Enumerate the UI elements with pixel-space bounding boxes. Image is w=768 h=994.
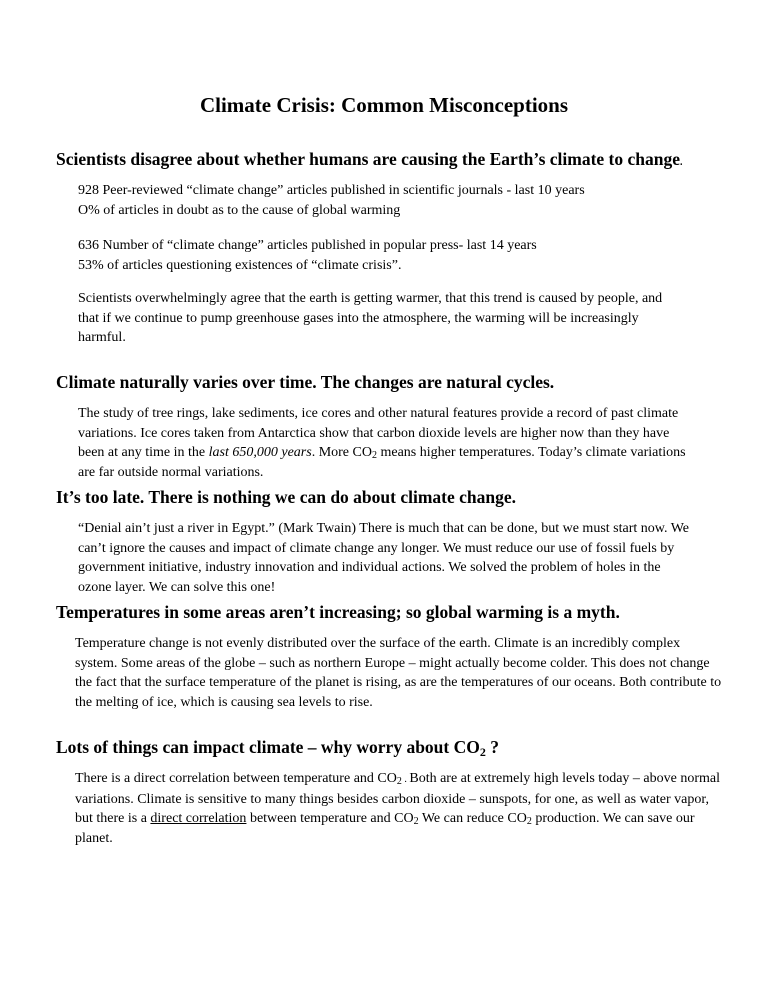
paragraph-natural-cycles: The study of tree rings, lake sediments, ice cores and other natural features provide a record of past climate variations. Ice cores taken from Antarctica show that carbon dioxide levels are higher now than they have been at any time in the last 650,000 years. More $CO_2$ means higher temperatures. Today’s climate variations are far outside normal variations. — [78, 406, 686, 480]
section-heading-scientists-disagree: Scientists disagree about whether humans are causing the Earth’s climate to change. — [56, 149, 683, 169]
paragraph-too-late: “Denial ain’t just a river in Egypt.” (Mark Twain) There is much that can be done, but we must start now. We can’t ignore the causes and impact of climate change any longer. We must reduce our use of fossil fuels by government initiative, industry innovation and individual actions. We solved the problem of holes in the ozone layer. We can solve this one! — [78, 521, 690, 595]
italic-timespan: last 650,000 years — [208, 445, 312, 460]
paragraph-scientists-agree: Scientists overwhelmingly agree that the earth is getting warmer, that this trend is caused by people, and that if we continue to pump greenhouse gases into the atmosphere, the warming will be increasingly harmful. — [78, 291, 663, 345]
section-heading-too-late: It’s too late. There is nothing we can do about climate change. — [56, 487, 517, 507]
section-heading-natural-cycles: Climate naturally varies over time. The changes are natural cycles. — [56, 372, 555, 392]
section-heading-co2: Lots of things can impact climate – why worry about CO2 ? — [56, 737, 499, 759]
fact-peer-reviewed: 928 Peer-reviewed “climate change” articles published in scientific journals - last 10 years O% of articles in doubt as to the cause of global warming — [78, 183, 585, 218]
paragraph-temperatures: Temperature change is not evenly distributed over the surface of the earth. Climate is an incredibly complex system. Some areas of the globe – such as northern Europe – might actually become colder. This does not change the fact that the surface temperature of the planet is rising, as are the temperatures of our oceans. Both contribute to the melting of ice, which is causing sea levels to rise. — [75, 636, 722, 710]
paragraph-co2: There is a direct correlation between temperature and $CO_2$ . Both are at extremely high levels today – above normal variations. Climate is sensitive to many things besides carbon dioxide – sunspots, for one, as well as water vapor, but there is a direct correlation between temperature and $CO_2$ We can reduce $CO_2$ production. We can save our planet. — [75, 771, 720, 846]
section-heading-temperatures-myth: Temperatures in some areas aren’t increasing; so global warming is a myth. — [56, 602, 620, 622]
underlined-direct-correlation: direct correlation — [150, 811, 247, 826]
page-title: Climate Crisis: Common Misconceptions — [199, 93, 569, 117]
fact-popular-press: 636 Number of “climate change” articles published in popular press- last 14 years 53% of articles questioning existences of “climate crisis”. — [78, 238, 537, 273]
